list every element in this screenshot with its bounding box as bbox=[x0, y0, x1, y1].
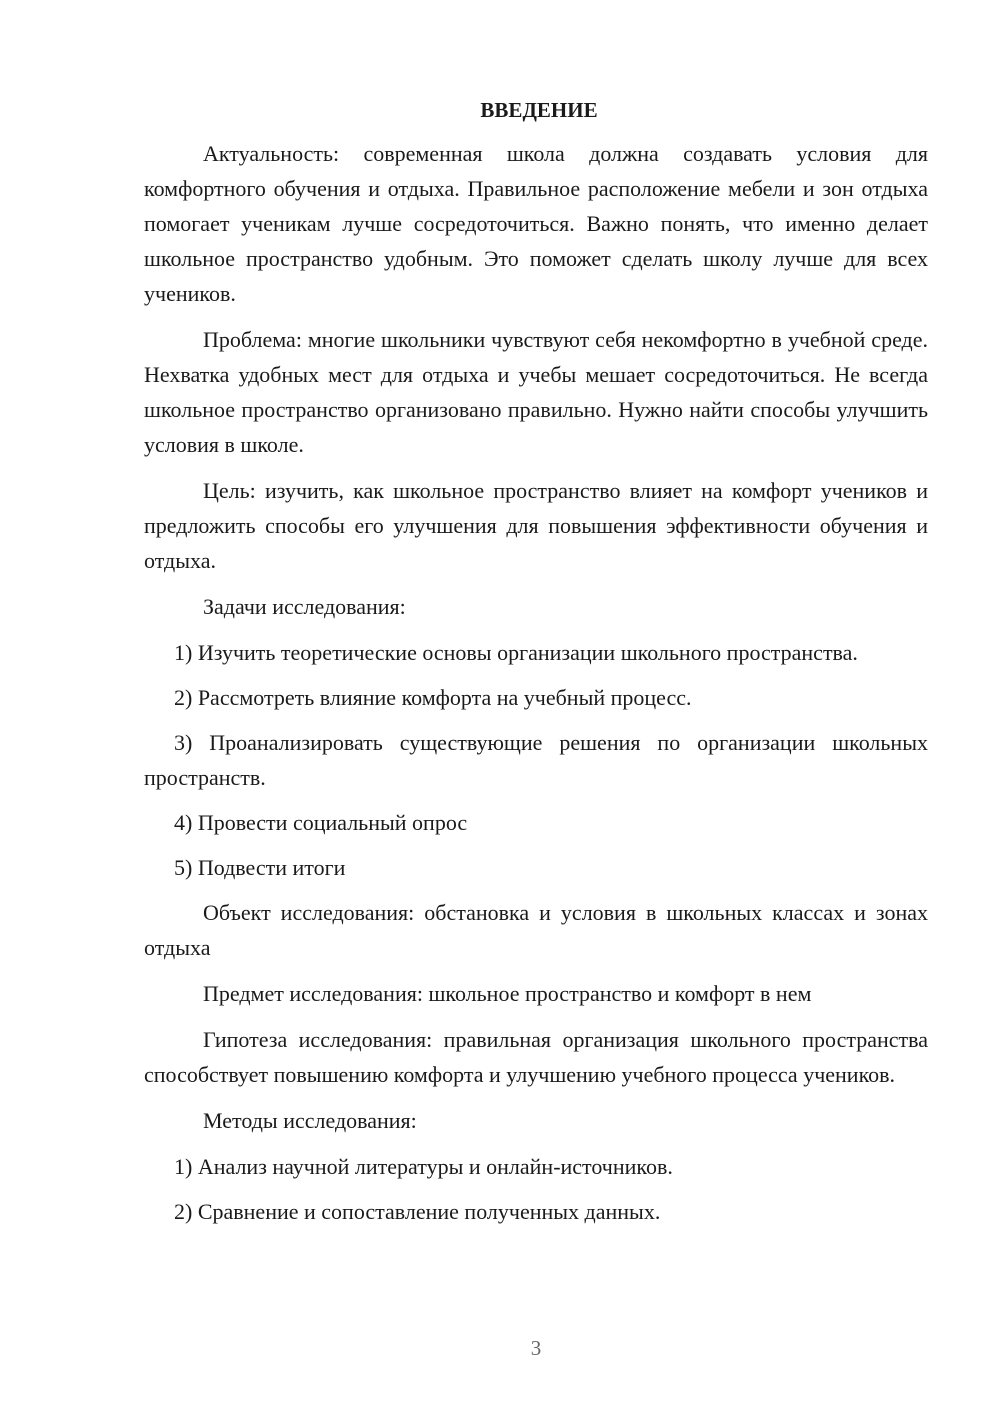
hypothesis-paragraph: Гипотеза исследования: правильная организация школьного пространства способствует повышению комфорта и улучшению учебного процесса учеников. bbox=[144, 1027, 928, 1087]
relevance-paragraph: Актуальность: современная школа должна создавать условия для комфортного обучения и отдыха. Правильное расположение мебели и зон отдыха помогает ученикам лучше сосредоточиться. Важно понять, что именно делает школьное пространство удобным. Это поможет сделать школу лучше для всех учеников. bbox=[144, 141, 928, 306]
subject-paragraph: Предмет исследования: школьное пространство и комфорт в нем bbox=[203, 981, 812, 1006]
tasks-title: Задачи исследования: bbox=[203, 594, 406, 619]
problem-paragraph: Проблема: многие школьники чувствуют себя некомфортно в учебной среде. Нехватка удобных мест для отдыха и учебы мешает сосредоточиться. Не всегда школьное пространство организовано правильно. Нужно найти способы улучшить условия в школе. bbox=[144, 327, 928, 457]
method-item: 1) Анализ научной литературы и онлайн-источников. bbox=[174, 1154, 673, 1179]
task-item: 3) Проанализировать существующие решения по организации школьных пространств. bbox=[144, 730, 928, 790]
section-heading: ВВЕДЕНИЕ bbox=[480, 98, 598, 122]
task-item: 2) Рассмотреть влияние комфорта на учебный процесс. bbox=[174, 685, 692, 710]
method-item: 2) Сравнение и сопоставление полученных данных. bbox=[174, 1199, 661, 1224]
task-item: 5) Подвести итоги bbox=[174, 855, 346, 880]
object-paragraph: Объект исследования: обстановка и условия в школьных классах и зонах отдыха bbox=[144, 900, 928, 960]
task-item: 1) Изучить теоретические основы организации школьного пространства. bbox=[174, 640, 858, 665]
page-number: 3 bbox=[530, 1336, 542, 1360]
page-content bbox=[144, 96, 928, 1239]
goal-paragraph: Цель: изучить, как школьное пространство влияет на комфорт учеников и предложить способы его улучшения для повышения эффективности обучения и отдыха. bbox=[144, 478, 928, 573]
task-item: 4) Провести социальный опрос bbox=[174, 810, 468, 835]
methods-title: Методы исследования: bbox=[203, 1108, 417, 1133]
